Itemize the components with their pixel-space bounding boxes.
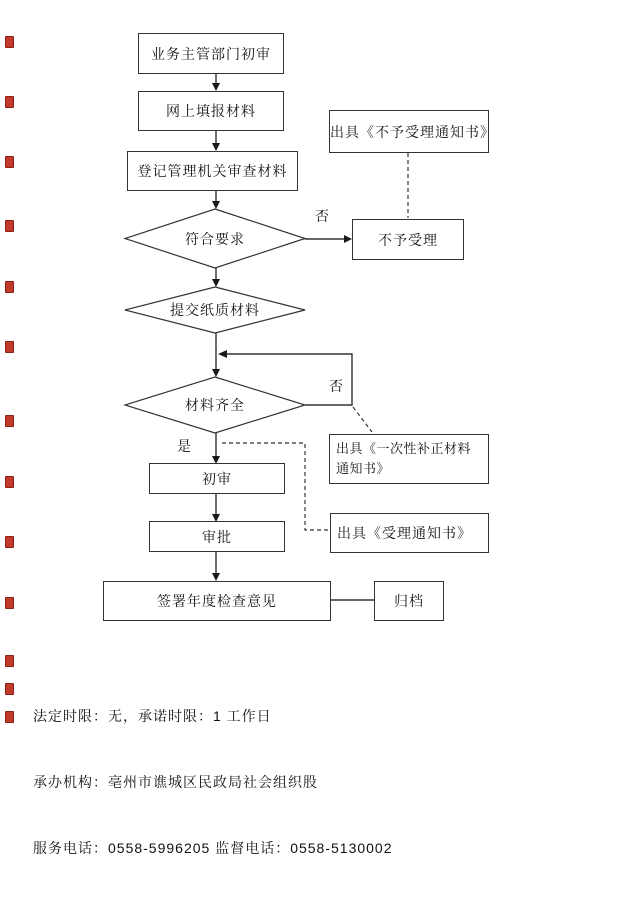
revision-mark-icon bbox=[5, 597, 14, 609]
revision-mark-icon bbox=[5, 683, 14, 695]
revision-mark-icon bbox=[5, 415, 14, 427]
edge-label-yes-materials: 是 bbox=[177, 438, 191, 454]
revision-mark-icon bbox=[5, 476, 14, 488]
arrow-complete-yes-to-firstreview bbox=[212, 433, 220, 464]
footer-legal-time-limit: 法定时限：无，承诺时限：1 工作日 bbox=[33, 708, 272, 724]
revision-mark-icon bbox=[5, 711, 14, 723]
node-online-fill-materials: 网上填报材料 bbox=[138, 91, 284, 131]
node-approval: 审批 bbox=[149, 521, 285, 552]
arrow-registry-to-requirements bbox=[212, 191, 220, 209]
arrow-online-to-registry bbox=[212, 131, 220, 151]
arrow-requirements-no-to-notaccepted bbox=[305, 235, 352, 243]
revision-mark-icon bbox=[5, 36, 14, 48]
revision-mark-icon bbox=[5, 341, 14, 353]
footer-phone-numbers: 服务电话：0558-5996205 监督电话：0558-5130002 bbox=[33, 840, 393, 856]
decision-meets-requirements-label: 符合要求 bbox=[185, 230, 245, 247]
node-sign-annual-inspection-opinion: 签署年度检查意见 bbox=[103, 581, 331, 621]
node-notice-supplement: 出具《一次性补正材料通知书》 bbox=[329, 434, 489, 484]
node-dept-preliminary-review: 业务主管部门初审 bbox=[138, 33, 284, 74]
decision-materials-complete-label: 材料齐全 bbox=[185, 397, 245, 413]
node-notice-acceptance: 出具《受理通知书》 bbox=[330, 513, 489, 553]
arrow-firstreview-to-approval bbox=[212, 494, 220, 522]
revision-mark-icon bbox=[5, 655, 14, 667]
arrow-submitpaper-to-complete bbox=[212, 333, 220, 377]
revision-mark-icon bbox=[5, 220, 14, 232]
footer-handling-agency: 承办机构：亳州市谯城区民政局社会组织股 bbox=[33, 774, 318, 790]
dashed-supplement-notice-link bbox=[353, 407, 372, 432]
arrow-dept-to-online bbox=[212, 74, 220, 91]
node-archive: 归档 bbox=[374, 581, 444, 621]
edge-label-no-materials: 否 bbox=[329, 378, 343, 394]
footer-info bbox=[33, 661, 393, 903]
revision-mark-icon bbox=[5, 96, 14, 108]
revision-mark-icon bbox=[5, 536, 14, 548]
revision-mark-icon bbox=[5, 156, 14, 168]
node-registry-examines-materials: 登记管理机关审查材料 bbox=[127, 151, 298, 191]
node-first-review: 初审 bbox=[149, 463, 285, 494]
decision-submit-paper-label: 提交纸质材料 bbox=[170, 302, 260, 318]
edge-label-no-requirements: 否 bbox=[315, 208, 329, 224]
revision-mark-icon bbox=[5, 281, 14, 293]
node-not-accepted: 不予受理 bbox=[352, 219, 464, 260]
arrow-requirements-to-submitpaper bbox=[212, 268, 220, 287]
node-notice-rejection: 出具《不予受理通知书》 bbox=[329, 110, 489, 153]
arrow-approval-to-sign bbox=[212, 552, 220, 581]
